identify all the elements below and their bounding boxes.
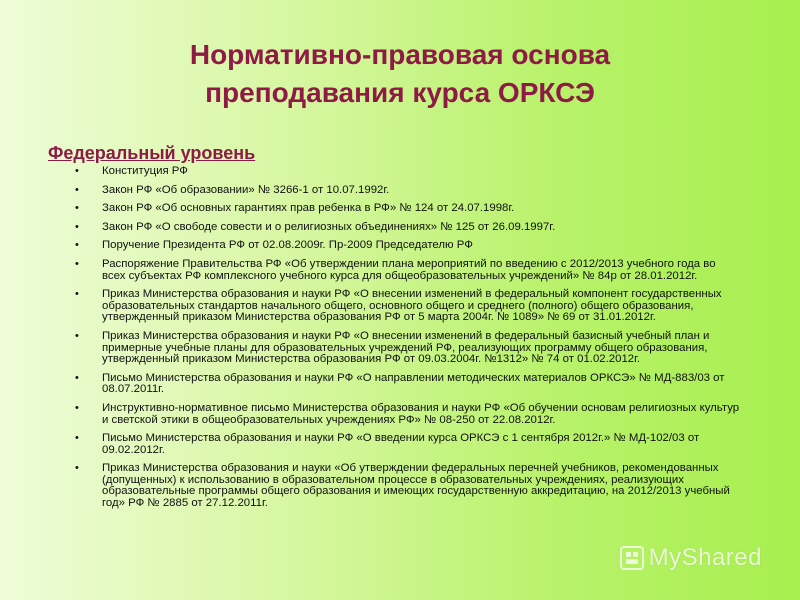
list-item-text: Конституция РФ [102,165,188,177]
list-item [72,463,742,509]
list-item-text: Закон РФ «О свободе совести и о религиозных объединениях» № 125 от 26.09.1997г. [102,220,556,233]
watermark-text: MyShared [648,544,762,571]
bullet-icon: • [75,165,79,177]
page-title [60,36,740,112]
list-item [72,373,742,396]
list-item [72,259,742,282]
list-item [72,289,742,324]
bullet-icon: • [75,239,79,252]
list-item [72,331,742,366]
bullet-list [72,166,742,517]
bullet-icon: • [75,257,79,270]
list-item-text: Приказ Министерства образования и науки «Об утверждении федеральных перечней учебников, рекомендованных (допущенных) к использованию в образовательном процессе в образовательных учреждениях, реализующих образовательные программы общего образования и имеющих государственную аккредитацию, на 2012/2013 учебный год» РФ № 2885 от 27.12.2011г. [102,462,730,510]
bullet-icon: • [75,288,79,301]
bullet-icon: • [75,329,79,342]
title-line-1: Нормативно-правовая основа [189,39,611,70]
section-heading: Федеральный уровень [48,143,256,163]
bullet-icon: • [75,202,79,215]
list-item-text: Письмо Министерства образования и науки РФ «О введении курса ОРКСЭ с 1 сентября 2012г.» № МД-102/03 от 09.02.2012г. [102,432,700,456]
bullet-icon: • [75,371,79,384]
list-item [72,240,742,252]
list-item-text: Инструктивно-нормативное письмо Министерства образования и науки РФ «Об обучении основам религиозных культур и светской этики в общеобразовательных учреждениях РФ» № 08-250 от 22.08.2012г. [102,401,740,426]
list-item [72,203,742,215]
list-item-text: Распоряжение Правительства РФ «Об утверждении плана мероприятий по введению с 2012/2013 учебного года во всех субъектах РФ комплексного учебного курса для общеобразовательных учреждений» № 84р от 28.01.2012г. [102,257,716,282]
list-item-text: Приказ Министерства образования и науки РФ «О внесении изменений в федеральный базисный учебный план и примерные учебные планы для образовательных учреждений РФ, реализующих программу общего образования, утвержденный приказом Министерства образования РФ от 09.03.2004г. №1312» № 74 от 01.02.2012г. [102,329,710,366]
list-item-text: Приказ Министерства образования и науки РФ «О внесении изменений в федеральный компонент государственных образовательных стандартов начального общего, основного общего и среднего (полного) общего образования, утвержденный приказом Министерства образования РФ от 5 марта 2004г. № 1089» № 69 от 31.01.2012г. [102,288,722,324]
bullet-icon: • [75,462,79,475]
bullet-icon: • [75,432,79,445]
list-item-text: Закон РФ «Об образовании» № 3266-1 от 10.07.1992г. [102,183,390,196]
list-item [72,185,742,197]
bullet-icon: • [75,183,79,196]
list-item-text: Закон РФ «Об основных гарантиях прав ребенка в РФ» № 124 от 24.07.1998г. [102,202,515,215]
list-item [72,222,742,234]
title-line-2: преподавания курса ОРКСЭ [205,77,595,108]
list-item-text: Поручение Президента РФ от 02.08.2009г. Пр-2009 Председателю РФ [102,239,473,252]
myshared-logo-icon [619,545,645,571]
bullet-icon: • [75,220,79,233]
list-item [72,433,742,456]
watermark-logo [619,544,762,572]
list-item-text: Письмо Министерства образования и науки РФ «О направлении методических материалов ОРКСЭ» № МД-883/03 от 08.07.2011г. [102,371,725,396]
list-item [72,403,742,426]
list-item [72,166,742,178]
bullet-icon: • [75,401,79,414]
